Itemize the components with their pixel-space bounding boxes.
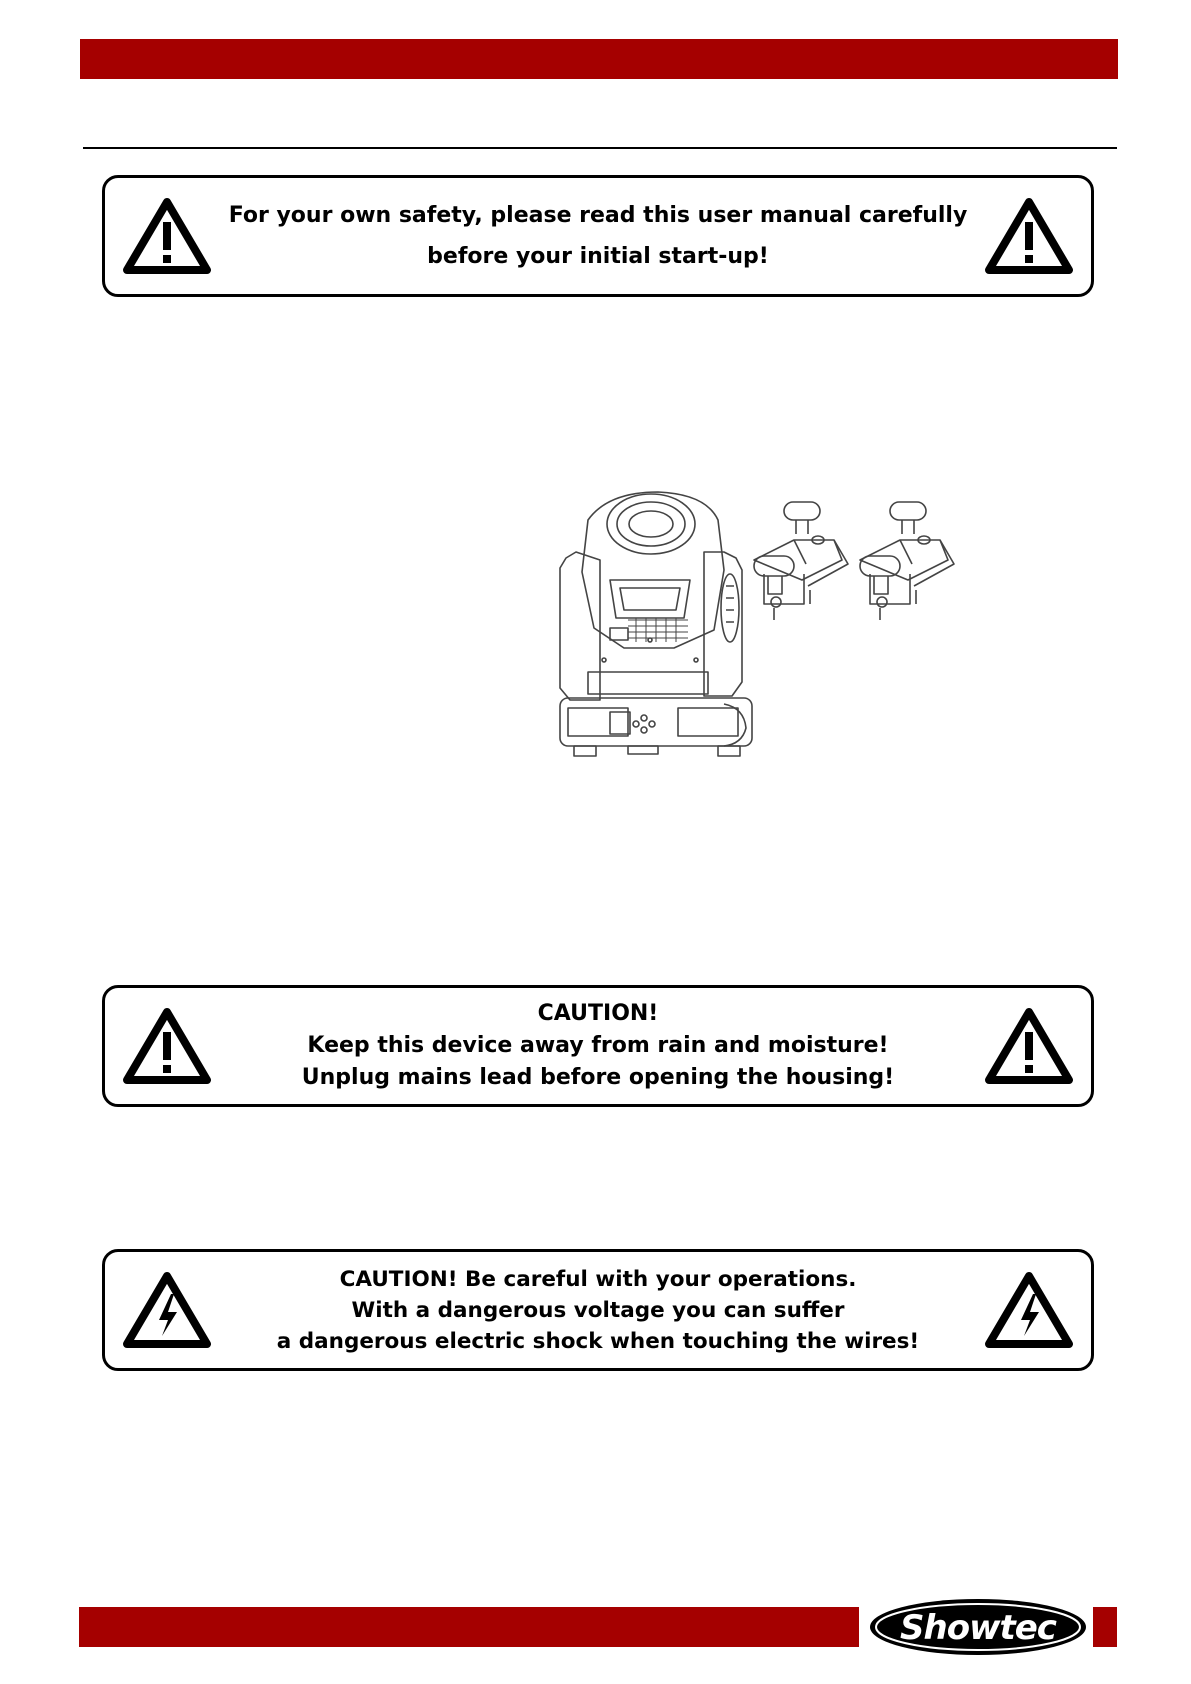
warning-icon [121,196,213,276]
caution-line: CAUTION! Be careful with your operations. [339,1266,857,1292]
caution-line: a dangerous electric shock when touching the wires! [276,1328,920,1354]
safety-notice-box [102,175,1094,297]
notice-line: For your own safety, please read this user manual carefully [228,203,968,228]
high-voltage-icon [121,1270,213,1350]
logo-wordmark: Showtec [900,1608,1056,1648]
warning-icon [983,196,1075,276]
moving-head-illustration [548,490,1018,760]
footer-bar [79,1607,859,1647]
moisture-caution-box [102,985,1094,1107]
notice-line: before your initial start-up! [427,244,769,269]
voltage-caution-text [225,1252,971,1368]
fixture-base [560,698,752,756]
omega-bracket [754,502,848,620]
warning-icon [983,1006,1075,1086]
moisture-caution-text [225,988,971,1104]
header-bar [80,39,1118,79]
vent-grid [628,618,688,642]
warning-icon [121,1006,213,1086]
caution-line: Keep this device away from rain and moisture! [307,1033,889,1058]
omega-bracket [860,502,954,620]
fixture-head [582,492,724,648]
safety-notice-text [225,178,971,294]
footer-bar-end [1093,1607,1117,1647]
high-voltage-icon [983,1270,1075,1350]
caution-line: With a dangerous voltage you can suffer [351,1297,845,1323]
caution-line: CAUTION! [537,1001,659,1026]
showtec-logo [867,1596,1089,1658]
voltage-caution-box [102,1249,1094,1371]
caution-line: Unplug mains lead before opening the housing! [301,1065,895,1090]
header-rule [83,147,1117,149]
